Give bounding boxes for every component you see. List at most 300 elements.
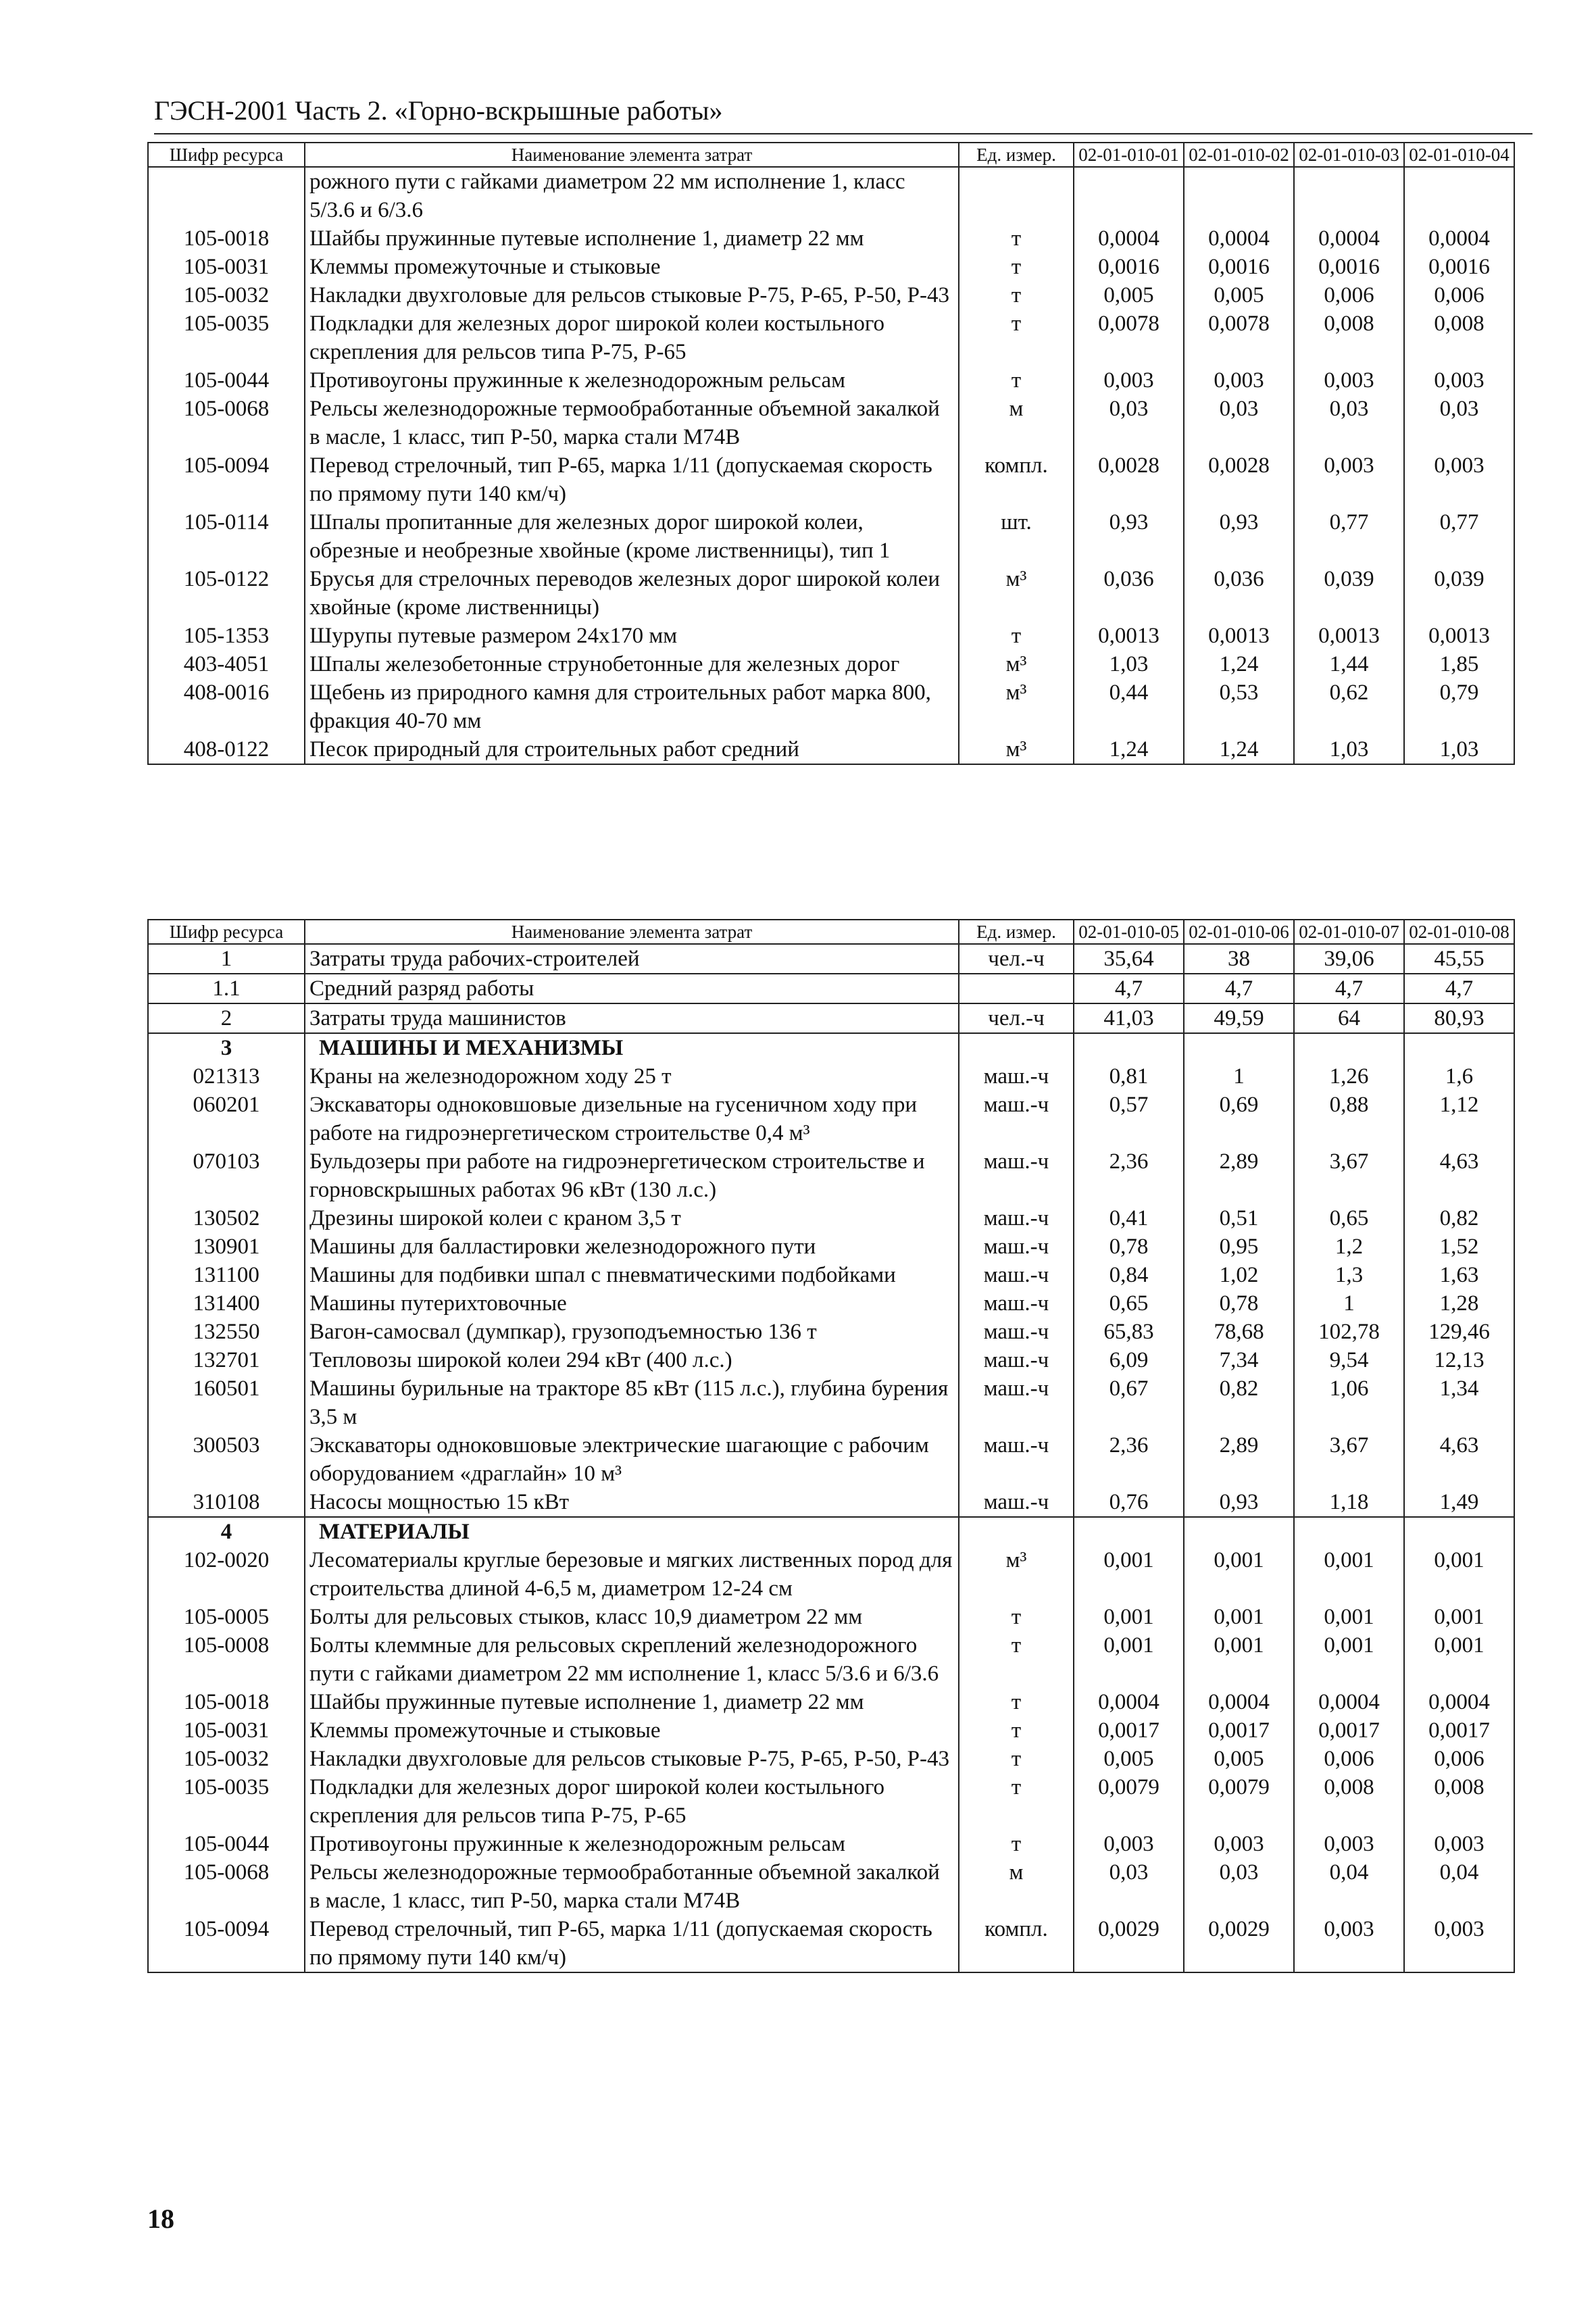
cell-value-1: 0,005 <box>1074 281 1184 309</box>
cell-unit: т <box>959 281 1074 309</box>
cell-value-2: 0,0029 <box>1184 1915 1294 1972</box>
cell-value-3: 0,62 <box>1294 678 1404 735</box>
cell-unit <box>959 1517 1074 1546</box>
cell-value-4: 0,001 <box>1404 1631 1514 1688</box>
cell-name: Лесоматериалы круглые березовые и мягких лиственных пород для строительства длиной 4-6,5 м, диаметром 12-24 см <box>305 1546 959 1603</box>
cell-value-3: 3,67 <box>1294 1147 1404 1204</box>
cell-unit: маш.-ч <box>959 1233 1074 1261</box>
cell-name: МАТЕРИАЛЫ <box>305 1517 959 1546</box>
table-row <box>148 1431 1514 1488</box>
cell-value-3: 1,18 <box>1294 1488 1404 1517</box>
cell-value-2: 0,82 <box>1184 1374 1294 1431</box>
cell-value-1: 0,0004 <box>1074 1688 1184 1716</box>
cell-value-1: 0,003 <box>1074 366 1184 395</box>
cell-value-3: 4,7 <box>1294 974 1404 1003</box>
cell-value-1: 1,24 <box>1074 735 1184 764</box>
cell-code: 105-0094 <box>148 1915 305 1972</box>
cell-value-2: 0,51 <box>1184 1204 1294 1233</box>
cell-value-2: 0,03 <box>1184 395 1294 451</box>
cell-code: 102-0020 <box>148 1546 305 1603</box>
cell-name: Накладки двухголовые для рельсов стыковые Р-75, Р-65, Р-50, Р-43 <box>305 281 959 309</box>
cell-name: Экскаваторы одноковшовые дизельные на гусеничном ходу при работе на гидроэнергетическом строительстве 0,4 м³ <box>305 1091 959 1147</box>
cell-value-1: 0,44 <box>1074 678 1184 735</box>
table-row <box>148 1147 1514 1204</box>
cell-unit: маш.-ч <box>959 1488 1074 1517</box>
cell-name: Дрезины широкой колеи с краном 3,5 т <box>305 1204 959 1233</box>
cell-code: 021313 <box>148 1062 305 1091</box>
header-unit: Ед. измер. <box>959 920 1074 944</box>
table-row <box>148 1858 1514 1915</box>
cell-code: 2 <box>148 1003 305 1033</box>
cell-value-1: 0,84 <box>1074 1261 1184 1289</box>
cell-value-4: 0,006 <box>1404 281 1514 309</box>
cell-name: Машины бурильные на тракторе 85 кВт (115 л.с.), глубина бурения 3,5 м <box>305 1374 959 1431</box>
cell-value-2: 0,0078 <box>1184 309 1294 366</box>
cell-value-2 <box>1184 1517 1294 1546</box>
cell-unit: т <box>959 1830 1074 1858</box>
cell-code: 3 <box>148 1033 305 1062</box>
cell-name: Шайбы пружинные путевые исполнение 1, диаметр 22 мм <box>305 224 959 253</box>
cell-unit: шт. <box>959 508 1074 565</box>
cell-value-3: 9,54 <box>1294 1346 1404 1374</box>
cell-value-1: 0,036 <box>1074 565 1184 622</box>
cell-value-4: 0,001 <box>1404 1546 1514 1603</box>
cell-name: Экскаваторы одноковшовые электрические шагающие с рабочим оборудованием «драглайн» 10 м³ <box>305 1431 959 1488</box>
cell-value-3: 3,67 <box>1294 1431 1404 1488</box>
cell-name: Тепловозы широкой колеи 294 кВт (400 л.с.) <box>305 1346 959 1374</box>
cell-code: 408-0122 <box>148 735 305 764</box>
cell-name: Перевод стрелочный, тип Р-65, марка 1/11 (допускаемая скорость по прямому пути 140 км/ч) <box>305 451 959 508</box>
cell-value-3: 0,003 <box>1294 451 1404 508</box>
cell-unit: маш.-ч <box>959 1147 1074 1204</box>
cell-value-2: 0,69 <box>1184 1091 1294 1147</box>
cell-value-4: 0,04 <box>1404 1858 1514 1915</box>
cell-value-1: 0,41 <box>1074 1204 1184 1233</box>
table-row <box>148 1091 1514 1147</box>
cell-name: Шайбы пружинные путевые исполнение 1, диаметр 22 мм <box>305 1688 959 1716</box>
cell-name: Машины для балластировки железнодорожного пути <box>305 1233 959 1261</box>
table-row <box>148 253 1514 281</box>
cell-name: Краны на железнодорожном ходу 25 т <box>305 1062 959 1091</box>
table-row <box>148 1631 1514 1688</box>
cell-value-3: 0,77 <box>1294 508 1404 565</box>
cell-unit: маш.-ч <box>959 1346 1074 1374</box>
cell-code: 105-0094 <box>148 451 305 508</box>
table-row <box>148 1688 1514 1716</box>
cell-code: 105-0018 <box>148 1688 305 1716</box>
cell-unit: т <box>959 1773 1074 1830</box>
table-row <box>148 1603 1514 1631</box>
cell-unit: чел.-ч <box>959 1003 1074 1033</box>
cell-value-4: 0,003 <box>1404 451 1514 508</box>
cell-value-1: 0,001 <box>1074 1546 1184 1603</box>
table-row <box>148 622 1514 650</box>
cell-value-1: 35,64 <box>1074 944 1184 974</box>
cell-unit: т <box>959 253 1074 281</box>
cell-code: 070103 <box>148 1147 305 1204</box>
cell-value-1: 2,36 <box>1074 1431 1184 1488</box>
cell-value-3: 1,26 <box>1294 1062 1404 1091</box>
cell-code: 130502 <box>148 1204 305 1233</box>
cell-value-3: 0,0017 <box>1294 1716 1404 1745</box>
cell-value-2: 0,001 <box>1184 1631 1294 1688</box>
cell-name: Брусья для стрелочных переводов железных дорог широкой колеи хвойные (кроме лиственницы) <box>305 565 959 622</box>
cell-unit: маш.-ч <box>959 1204 1074 1233</box>
cell-name: Затраты труда машинистов <box>305 1003 959 1033</box>
table-row <box>148 1488 1514 1517</box>
cell-name: Машины путерихтовочные <box>305 1289 959 1318</box>
header-col-2: 02-01-010-06 <box>1184 920 1294 944</box>
cell-value-2: 0,0013 <box>1184 622 1294 650</box>
cell-name: Противоугоны пружинные к железнодорожным рельсам <box>305 1830 959 1858</box>
cell-unit: т <box>959 1745 1074 1773</box>
cell-value-2: 0,0004 <box>1184 1688 1294 1716</box>
cell-value-2: 0,0016 <box>1184 253 1294 281</box>
cell-unit: чел.-ч <box>959 944 1074 974</box>
cell-value-3: 102,78 <box>1294 1318 1404 1346</box>
cell-value-1: 0,0016 <box>1074 253 1184 281</box>
table-row <box>148 944 1514 974</box>
cell-value-1: 0,67 <box>1074 1374 1184 1431</box>
cell-name: Болты клеммные для рельсовых скреплений железнодорожного пути с гайками диаметром 22 мм исполнение 1, класс 5/3.6 и 6/3.6 <box>305 1631 959 1688</box>
cell-code: 105-1353 <box>148 622 305 650</box>
cell-code: 105-0114 <box>148 508 305 565</box>
cell-value-4: 0,003 <box>1404 1915 1514 1972</box>
cell-value-4: 0,003 <box>1404 1830 1514 1858</box>
cell-value-3: 0,88 <box>1294 1091 1404 1147</box>
cell-name: Бульдозеры при работе на гидроэнергетическом строительстве и горновскрышных работах 96 кВт (130 л.с.) <box>305 1147 959 1204</box>
section-row <box>148 1033 1514 1062</box>
cell-code: 105-0031 <box>148 253 305 281</box>
cell-value-1: 0,0078 <box>1074 309 1184 366</box>
cell-value-3: 0,0004 <box>1294 224 1404 253</box>
cell-value-2: 0,0028 <box>1184 451 1294 508</box>
cell-unit: м³ <box>959 565 1074 622</box>
cell-name: Рельсы железнодорожные термообработанные объемной закалкой в масле, 1 класс, тип Р-50, марка стали М74В <box>305 395 959 451</box>
table-row <box>148 508 1514 565</box>
cell-value-2: 0,78 <box>1184 1289 1294 1318</box>
cell-value-3 <box>1294 1033 1404 1062</box>
cell-value-1: 0,001 <box>1074 1603 1184 1631</box>
cell-code: 300503 <box>148 1431 305 1488</box>
cell-code: 105-0032 <box>148 281 305 309</box>
cell-name: Щебень из природного камня для строительных работ марка 800, фракция 40-70 мм <box>305 678 959 735</box>
cell-name: Подкладки для железных дорог широкой колеи костыльного скрепления для рельсов типа Р-75, Р-65 <box>305 309 959 366</box>
cell-name: Шпалы железобетонные струнобетонные для железных дорог <box>305 650 959 678</box>
cell-code: 105-0031 <box>148 1716 305 1745</box>
table-row <box>148 974 1514 1003</box>
cell-name: Рельсы железнодорожные термообработанные объемной закалкой в масле, 1 класс, тип Р-50, марка стали М74В <box>305 1858 959 1915</box>
cell-value-1: 0,03 <box>1074 1858 1184 1915</box>
cell-name: Вагон-самосвал (думпкар), грузоподъемностью 136 т <box>305 1318 959 1346</box>
cell-value-1: 0,03 <box>1074 395 1184 451</box>
table-row <box>148 224 1514 253</box>
cell-value-1: 4,7 <box>1074 974 1184 1003</box>
cell-unit: компл. <box>959 451 1074 508</box>
cell-value-2: 0,0004 <box>1184 224 1294 253</box>
cell-unit <box>959 1033 1074 1062</box>
cell-code: 310108 <box>148 1488 305 1517</box>
cell-value-3: 0,0004 <box>1294 1688 1404 1716</box>
table-row <box>148 1204 1514 1233</box>
cell-code: 060201 <box>148 1091 305 1147</box>
table-row <box>148 1289 1514 1318</box>
cell-value-2: 1 <box>1184 1062 1294 1091</box>
cell-value-3: 64 <box>1294 1003 1404 1033</box>
cell-value-4: 0,0017 <box>1404 1716 1514 1745</box>
cell-value-4 <box>1404 1033 1514 1062</box>
cell-value-1: 0,0079 <box>1074 1773 1184 1830</box>
header-unit: Ед. измер. <box>959 143 1074 167</box>
cell-value-1 <box>1074 1517 1184 1546</box>
cell-value-4: 1,28 <box>1404 1289 1514 1318</box>
cell-value-4: 0,82 <box>1404 1204 1514 1233</box>
cell-name: Шурупы путевые размером 24x170 мм <box>305 622 959 650</box>
page-header: ГЭСН-2001 Часть 2. «Горно-вскрышные работы» <box>154 95 1532 134</box>
cell-name: Затраты труда рабочих-строителей <box>305 944 959 974</box>
cell-value-1: 0,0017 <box>1074 1716 1184 1745</box>
cell-value-2: 0,005 <box>1184 281 1294 309</box>
cell-value-1: 0,0029 <box>1074 1915 1184 1972</box>
cell-name: Шпалы пропитанные для железных дорог широкой колеи, обрезные и необрезные хвойные (кроме лиственницы), тип 1 <box>305 508 959 565</box>
cell-value-4: 4,63 <box>1404 1147 1514 1204</box>
cell-value-2: 0,005 <box>1184 1745 1294 1773</box>
table-row <box>148 1003 1514 1033</box>
table-row <box>148 1261 1514 1289</box>
cell-unit <box>959 974 1074 1003</box>
cell-value-2: 49,59 <box>1184 1003 1294 1033</box>
header-code: Шифр ресурса <box>148 143 305 167</box>
cell-name: Перевод стрелочный, тип Р-65, марка 1/11 (допускаемая скорость по прямому пути 140 км/ч) <box>305 1915 959 1972</box>
cell-value-3: 1,44 <box>1294 650 1404 678</box>
cell-unit: т <box>959 366 1074 395</box>
cell-unit: т <box>959 309 1074 366</box>
cell-code: 130901 <box>148 1233 305 1261</box>
cell-value-1: 65,83 <box>1074 1318 1184 1346</box>
table-header-row <box>148 143 1514 167</box>
cell-unit: компл. <box>959 1915 1074 1972</box>
cell-value-4 <box>1404 1517 1514 1546</box>
table-row <box>148 1318 1514 1346</box>
cell-code: 160501 <box>148 1374 305 1431</box>
cell-value-2 <box>1184 167 1294 224</box>
table-row <box>148 451 1514 508</box>
cell-value-1 <box>1074 1033 1184 1062</box>
cell-value-2: 0,036 <box>1184 565 1294 622</box>
table-row <box>148 565 1514 622</box>
cell-code: 105-0044 <box>148 366 305 395</box>
cell-value-3: 1,2 <box>1294 1233 1404 1261</box>
cell-value-3: 0,001 <box>1294 1546 1404 1603</box>
cell-value-2: 0,003 <box>1184 366 1294 395</box>
cell-value-4: 0,79 <box>1404 678 1514 735</box>
cell-value-4: 0,0016 <box>1404 253 1514 281</box>
cell-code: 105-0018 <box>148 224 305 253</box>
cell-value-3: 0,65 <box>1294 1204 1404 1233</box>
header-col-3: 02-01-010-03 <box>1294 143 1404 167</box>
table-row <box>148 735 1514 764</box>
cell-value-1: 0,76 <box>1074 1488 1184 1517</box>
cell-code: 105-0008 <box>148 1631 305 1688</box>
cell-value-2: 0,001 <box>1184 1603 1294 1631</box>
cell-code: 131100 <box>148 1261 305 1289</box>
cell-unit: м³ <box>959 735 1074 764</box>
table-row <box>148 281 1514 309</box>
cell-code: 105-0044 <box>148 1830 305 1858</box>
cell-value-1: 0,005 <box>1074 1745 1184 1773</box>
cell-value-1: 0,93 <box>1074 508 1184 565</box>
cell-value-2: 38 <box>1184 944 1294 974</box>
cell-name: Противоугоны пружинные к железнодорожным рельсам <box>305 366 959 395</box>
cell-value-3: 1,06 <box>1294 1374 1404 1431</box>
header-name: Наименование элемента затрат <box>305 920 959 944</box>
cell-name: Клеммы промежуточные и стыковые <box>305 253 959 281</box>
resource-table-bottom <box>147 919 1515 1973</box>
section-row <box>148 1517 1514 1546</box>
cell-value-4: 1,63 <box>1404 1261 1514 1289</box>
cell-code: 105-0035 <box>148 309 305 366</box>
cell-code: 105-0068 <box>148 1858 305 1915</box>
cell-code: 131400 <box>148 1289 305 1318</box>
cell-value-4: 0,039 <box>1404 565 1514 622</box>
cell-unit: м³ <box>959 678 1074 735</box>
cell-value-2: 0,93 <box>1184 508 1294 565</box>
cell-code: 105-0035 <box>148 1773 305 1830</box>
cell-value-4: 0,008 <box>1404 309 1514 366</box>
cell-unit: маш.-ч <box>959 1062 1074 1091</box>
cell-value-3 <box>1294 167 1404 224</box>
cell-unit: маш.-ч <box>959 1318 1074 1346</box>
table-row <box>148 1546 1514 1603</box>
cell-value-1: 0,0013 <box>1074 622 1184 650</box>
cell-value-1: 0,001 <box>1074 1631 1184 1688</box>
header-name: Наименование элемента затрат <box>305 143 959 167</box>
cell-name: Насосы мощностью 15 кВт <box>305 1488 959 1517</box>
cell-unit: маш.-ч <box>959 1374 1074 1431</box>
cell-value-3: 0,008 <box>1294 309 1404 366</box>
cell-code: 105-0068 <box>148 395 305 451</box>
cell-value-1: 0,003 <box>1074 1830 1184 1858</box>
header-col-2: 02-01-010-02 <box>1184 143 1294 167</box>
cell-value-3: 0,001 <box>1294 1603 1404 1631</box>
cell-unit: маш.-ч <box>959 1261 1074 1289</box>
cell-value-2: 0,001 <box>1184 1546 1294 1603</box>
cell-unit <box>959 167 1074 224</box>
table-row <box>148 1062 1514 1091</box>
cell-value-3: 0,006 <box>1294 1745 1404 1773</box>
cell-value-4: 0,03 <box>1404 395 1514 451</box>
cell-value-3: 0,04 <box>1294 1858 1404 1915</box>
cell-code: 105-0032 <box>148 1745 305 1773</box>
table-row <box>148 309 1514 366</box>
cell-value-4: 0,003 <box>1404 366 1514 395</box>
table-row <box>148 650 1514 678</box>
cell-value-4: 1,03 <box>1404 735 1514 764</box>
cell-value-3: 0,03 <box>1294 395 1404 451</box>
cell-unit: т <box>959 1688 1074 1716</box>
cell-value-4: 1,52 <box>1404 1233 1514 1261</box>
cell-code: 132550 <box>148 1318 305 1346</box>
table-row <box>148 167 1514 224</box>
cell-unit: м <box>959 1858 1074 1915</box>
cell-value-2 <box>1184 1033 1294 1062</box>
cell-name: Машины для подбивки шпал с пневматическими подбойками <box>305 1261 959 1289</box>
cell-value-2: 7,34 <box>1184 1346 1294 1374</box>
cell-name: Клеммы промежуточные и стыковые <box>305 1716 959 1745</box>
table-row <box>148 366 1514 395</box>
cell-value-2: 0,003 <box>1184 1830 1294 1858</box>
cell-unit: м³ <box>959 650 1074 678</box>
cell-value-1: 41,03 <box>1074 1003 1184 1033</box>
cell-unit: м³ <box>959 1546 1074 1603</box>
cell-value-4: 129,46 <box>1404 1318 1514 1346</box>
table-row <box>148 1830 1514 1858</box>
cell-value-2: 1,24 <box>1184 735 1294 764</box>
cell-value-1: 0,0028 <box>1074 451 1184 508</box>
cell-code: 1 <box>148 944 305 974</box>
cell-value-1: 0,81 <box>1074 1062 1184 1091</box>
cell-value-3: 1 <box>1294 1289 1404 1318</box>
cell-code: 408-0016 <box>148 678 305 735</box>
cell-value-3: 1,3 <box>1294 1261 1404 1289</box>
cell-unit: т <box>959 224 1074 253</box>
resource-table-top <box>147 142 1515 765</box>
header-code: Шифр ресурса <box>148 920 305 944</box>
cell-value-3: 0,001 <box>1294 1631 1404 1688</box>
cell-value-4: 12,13 <box>1404 1346 1514 1374</box>
cell-unit: т <box>959 1716 1074 1745</box>
cell-value-4: 0,008 <box>1404 1773 1514 1830</box>
cell-value-4: 0,0004 <box>1404 224 1514 253</box>
cell-value-3: 0,003 <box>1294 366 1404 395</box>
cell-value-2: 1,24 <box>1184 650 1294 678</box>
cell-value-2: 2,89 <box>1184 1431 1294 1488</box>
cell-value-4: 0,0004 <box>1404 1688 1514 1716</box>
cell-unit: т <box>959 622 1074 650</box>
cell-value-2: 4,7 <box>1184 974 1294 1003</box>
cell-value-4: 1,6 <box>1404 1062 1514 1091</box>
cell-value-4: 0,001 <box>1404 1603 1514 1631</box>
cell-value-2: 0,53 <box>1184 678 1294 735</box>
cell-unit: маш.-ч <box>959 1289 1074 1318</box>
cell-unit: маш.-ч <box>959 1431 1074 1488</box>
table-row <box>148 1716 1514 1745</box>
table-row <box>148 678 1514 735</box>
cell-value-2: 0,93 <box>1184 1488 1294 1517</box>
cell-unit: т <box>959 1603 1074 1631</box>
cell-value-3: 0,0016 <box>1294 253 1404 281</box>
cell-name: МАШИНЫ И МЕХАНИЗМЫ <box>305 1033 959 1062</box>
cell-value-1: 6,09 <box>1074 1346 1184 1374</box>
table-row <box>148 1346 1514 1374</box>
cell-value-1: 1,03 <box>1074 650 1184 678</box>
cell-code: 4 <box>148 1517 305 1546</box>
cell-code: 403-4051 <box>148 650 305 678</box>
cell-value-3: 1,03 <box>1294 735 1404 764</box>
cell-value-4: 4,63 <box>1404 1431 1514 1488</box>
cell-value-3: 0,0013 <box>1294 622 1404 650</box>
cell-unit: маш.-ч <box>959 1091 1074 1147</box>
cell-code: 105-0005 <box>148 1603 305 1631</box>
table-row <box>148 1374 1514 1431</box>
cell-unit: м <box>959 395 1074 451</box>
cell-value-3: 0,003 <box>1294 1830 1404 1858</box>
cell-value-4: 0,77 <box>1404 508 1514 565</box>
cell-value-1 <box>1074 167 1184 224</box>
table-row <box>148 1233 1514 1261</box>
cell-value-1: 0,57 <box>1074 1091 1184 1147</box>
cell-value-1: 0,0004 <box>1074 224 1184 253</box>
